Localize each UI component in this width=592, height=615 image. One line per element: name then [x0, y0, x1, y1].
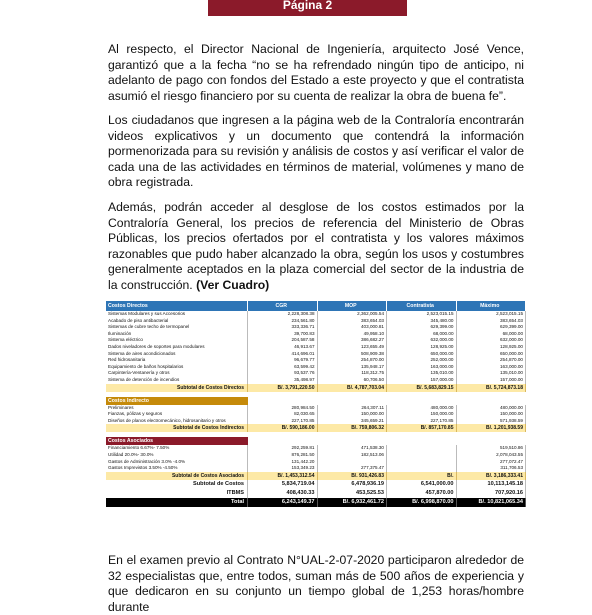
- row-value: 6,243,149.37: [248, 498, 318, 507]
- table-row: [106, 411, 526, 418]
- row-value: 10,113,145.18: [457, 480, 527, 489]
- row-value: 383,654.03: [318, 318, 388, 325]
- row-value: 157,000.00: [387, 377, 457, 384]
- table-row: [106, 459, 526, 466]
- row-value: 264,307.11: [318, 405, 388, 412]
- row-description: Subtotal de Costos: [106, 480, 248, 489]
- row-description: Sistemas Modulares y sus Accesorios: [106, 311, 248, 318]
- row-value: 204,587.58: [248, 337, 318, 344]
- row-value: 629,399.00: [387, 324, 457, 331]
- row-value: 128,925.00: [387, 344, 457, 351]
- row-value: 39,700.83: [248, 331, 318, 338]
- row-description: Total: [106, 498, 248, 507]
- table-header: [106, 301, 526, 311]
- row-value: 403,000.81: [318, 324, 388, 331]
- direct-subtotal-mop: B/. 4,787,703.04: [318, 384, 388, 392]
- indirect-subtotal-label: Subtotal de Costos Indirectos: [106, 424, 248, 432]
- paragraph-cost-breakdown-text: Además, podrán acceder al desglose de los costos estimados por la Contraloría General, los precios de referencia del Ministerio de Obras Públicas, los precios ofertados por el contratista y los valores máximos razonables que pudo haber alcanzado la obra, según los usos y costumbres generalmente aceptados en la plaza comercial del sector de la industria de la construcción.: [108, 200, 524, 292]
- row-value: 93,537.76: [248, 370, 318, 377]
- row-value: 2,362,005.54: [318, 311, 388, 318]
- totals-body: [106, 480, 526, 507]
- header-mop: MOP: [318, 301, 388, 311]
- row-value: 2,078,043.55: [457, 452, 527, 459]
- associated-costs-body: [106, 445, 526, 471]
- direct-subtotal-maximum: B/. 5,724,873.18: [457, 384, 527, 392]
- row-value: [387, 465, 457, 472]
- row-value: 876,281.50: [248, 452, 318, 459]
- row-value: B/. 6,998,870.00: [387, 498, 457, 507]
- row-value: 345,659.21: [318, 418, 388, 425]
- row-value: 471,538.30: [318, 445, 388, 452]
- header-maximum: Máximo: [457, 301, 527, 311]
- row-value: 128,925.00: [457, 344, 527, 351]
- row-value: 453,525.53: [318, 489, 388, 498]
- table-row: [106, 357, 526, 364]
- indirect-section-header: [106, 397, 526, 405]
- row-description: Iluminación: [106, 331, 248, 338]
- row-value: 82,030.65: [248, 411, 318, 418]
- row-value: [387, 452, 457, 459]
- row-value: B/. 10,821,065.34: [457, 498, 527, 507]
- table-row: [106, 377, 526, 384]
- row-value: 571,938.59: [457, 418, 527, 425]
- row-value: 254,870.00: [457, 357, 527, 364]
- row-value: 6,478,936.19: [318, 480, 388, 489]
- row-value: 252,000.00: [387, 357, 457, 364]
- table-row: [106, 370, 526, 377]
- indirect-costs-body: [106, 405, 526, 425]
- associated-section-title: Costos Asociados: [106, 437, 248, 445]
- row-value: 150,000.00: [387, 411, 457, 418]
- row-value: 227,170.85: [387, 418, 457, 425]
- row-value: 234,561.80: [248, 318, 318, 325]
- see-table-note: (Ver Cuadro): [196, 277, 270, 292]
- totals-row: [106, 498, 526, 507]
- totals-row: [106, 480, 526, 489]
- row-value: 227,170.85: [248, 418, 318, 425]
- row-value: 311,706.53: [457, 465, 527, 472]
- table-row: [106, 311, 526, 318]
- table-row: [106, 318, 526, 325]
- row-value: 68,000.00: [387, 331, 457, 338]
- row-description: Fianzas, pólizas y seguros: [106, 411, 248, 418]
- row-value: 2,228,308.38: [248, 311, 318, 318]
- row-value: 2,523,015.15: [457, 311, 527, 318]
- row-description: Sistema de detención de incendios: [106, 377, 248, 384]
- row-description: Equipamiento de baños hospitalarios: [106, 364, 248, 371]
- associated-subtotal-mop: B/. 931,426.83: [318, 472, 388, 480]
- paragraph-cost-breakdown: [108, 200, 524, 294]
- totals-row: [106, 489, 526, 498]
- row-value: 157,000.00: [457, 377, 527, 384]
- table-row: [106, 465, 526, 472]
- associated-subtotal-label: Subtotal de Costos Asociados: [106, 472, 248, 480]
- row-value: 277,375.47: [318, 465, 388, 472]
- row-description: Sistemas de cubre techo de termopanel: [106, 324, 248, 331]
- row-value: 650,000.00: [457, 351, 527, 358]
- row-value: 182,513.06: [318, 452, 388, 459]
- table-row: [106, 337, 526, 344]
- row-value: 150,000.00: [457, 411, 527, 418]
- row-description: Preliminares: [106, 405, 248, 412]
- associated-subtotal-row: [106, 472, 526, 480]
- table-row: [106, 418, 526, 425]
- table-row: [106, 452, 526, 459]
- paragraph-preliminary-exam: En el examen previo al Contrato N°UAL-2-07-2020 participaron alrededor de 32 especialistas que, entre todos, suman más de 500 años de experiencia y que dedicaron en su conjunto un tiempo global de 1,253 horas/hombre durante: [108, 553, 524, 614]
- indirect-subtotal-maximum: B/. 1,201,938.59: [457, 424, 527, 432]
- row-value: 118,312.75: [318, 370, 388, 377]
- row-value: 408,430.33: [248, 489, 318, 498]
- row-value: [387, 445, 457, 452]
- row-value: 519,510.86: [457, 445, 527, 452]
- row-value: 135,010.00: [457, 370, 527, 377]
- row-description: Utilidad 20.0%- 30.0%: [106, 452, 248, 459]
- row-value: 63,599.42: [248, 364, 318, 371]
- row-value: [387, 459, 457, 466]
- table-row: [106, 331, 526, 338]
- direct-subtotal-cgr: B/. 3,791,220.50: [248, 384, 318, 392]
- row-value: 650,000.00: [387, 351, 457, 358]
- header-direct-costs: Costos Directos: [106, 301, 248, 311]
- row-value: 60,706.50: [318, 377, 388, 384]
- row-value: 333,336.71: [248, 324, 318, 331]
- row-description: Carpintería-Ventanería y otros: [106, 370, 248, 377]
- row-value: B/. 6,932,461.72: [318, 498, 388, 507]
- direct-subtotal-contractor: B/. 5,683,829.15: [387, 384, 457, 392]
- row-value: 707,920.16: [457, 489, 527, 498]
- indirect-subtotal-contractor: B/. 857,170.85: [387, 424, 457, 432]
- row-description: ITBMS: [106, 489, 248, 498]
- row-value: 386,682.27: [318, 337, 388, 344]
- direct-subtotal-label: Subtotal de Costos Directos: [106, 384, 248, 392]
- row-value: 163,000.00: [457, 364, 527, 371]
- row-value: 2,523,015.15: [387, 311, 457, 318]
- row-value: [318, 459, 388, 466]
- row-value: 68,000.00: [457, 331, 527, 338]
- paragraph-web-videos: Los ciudadanos que ingresen a la página web de la Contraloría encontrarán videos explicativos y un documento que contendrá la información pormenorizada para su revisión y análisis de costos y así verificar el valor de cada una de las actividades en términos de material, volúmenes y mano de obra registrada.: [108, 113, 524, 190]
- row-description: Red hidrosanitaria: [106, 357, 248, 364]
- row-value: 414,696.01: [248, 351, 318, 358]
- table-row: [106, 344, 526, 351]
- row-value: 280,984.50: [248, 405, 318, 412]
- row-description: Gastos Imprevistos 3.50% -4.50%: [106, 465, 248, 472]
- row-value: 629,399.00: [457, 324, 527, 331]
- row-value: 383,654.03: [457, 318, 527, 325]
- row-value: 123,655.49: [318, 344, 388, 351]
- header-cgr: CGR: [248, 301, 318, 311]
- row-value: 457,870.00: [387, 489, 457, 498]
- row-value: 6,541,000.00: [387, 480, 457, 489]
- header-contractor: Contratista: [387, 301, 457, 311]
- row-value: 46,913.67: [248, 344, 318, 351]
- table-row: [106, 445, 526, 452]
- indirect-section-title: Costos Indirecto: [106, 397, 248, 405]
- row-value: 49,958.10: [318, 331, 388, 338]
- paragraph-director-statement: Al respecto, el Director Nacional de Ingeniería, arquitecto José Vence, garantizó que a la fecha “no se ha refrendado ningún tipo de anticipo, ni adelanto de pago con fondos del Estado a este proyecto y que el contratista asumió el riesgo financiero por su cuenta de realizar la obra de buena fe”.: [108, 42, 524, 103]
- row-description: Dados niveladores de soportes para modulares: [106, 344, 248, 351]
- table-row: [106, 324, 526, 331]
- row-value: 508,909.38: [318, 351, 388, 358]
- indirect-subtotal-row: [106, 424, 526, 432]
- row-value: 35,498.97: [248, 377, 318, 384]
- indirect-subtotal-mop: B/. 759,806.32: [318, 424, 388, 432]
- cost-comparison-table: [106, 301, 526, 507]
- row-description: Gastos de Administración 3.0% -4.0%: [106, 459, 248, 466]
- row-value: 480,000.00: [387, 405, 457, 412]
- row-value: 277,072.47: [457, 459, 527, 466]
- row-description: Financiamiento 6.67%- 7.50%: [106, 445, 248, 452]
- row-value: 480,000.00: [457, 405, 527, 412]
- row-value: 254,870.00: [318, 357, 388, 364]
- direct-costs-body: [106, 311, 526, 384]
- table-row: [106, 364, 526, 371]
- row-value: 5,834,719.04: [248, 480, 318, 489]
- row-value: 150,000.00: [318, 411, 388, 418]
- row-value: 345,480.00: [387, 318, 457, 325]
- indirect-subtotal-cgr: B/. 590,186.00: [248, 424, 318, 432]
- page-label: Página 2: [208, 0, 407, 16]
- row-value: 292,259.81: [248, 445, 318, 452]
- row-value: 135,948.17: [318, 364, 388, 371]
- direct-subtotal-row: [106, 384, 526, 392]
- row-description: Diseños de planos electromecánico, hidrosanitario y otros: [106, 418, 248, 425]
- row-value: 131,442.20: [248, 459, 318, 466]
- associated-section-header: [106, 437, 526, 445]
- row-description: Sistema de aires acondicionados: [106, 351, 248, 358]
- row-value: 135,010.00: [387, 370, 457, 377]
- associated-subtotal-contractor: B/.: [387, 472, 457, 480]
- row-value: 632,000.00: [387, 337, 457, 344]
- associated-subtotal-cgr: B/. 1,453,312.54: [248, 472, 318, 480]
- row-value: 96,679.77: [248, 357, 318, 364]
- row-value: 153,349.23: [248, 465, 318, 472]
- table-row: [106, 405, 526, 412]
- row-value: 632,000.00: [457, 337, 527, 344]
- row-value: 163,000.00: [387, 364, 457, 371]
- row-description: Acabado de piso antibacterial: [106, 318, 248, 325]
- associated-subtotal-maximum: B/. 3,186,333.41: [457, 472, 527, 480]
- row-description: Sistema eléctrico: [106, 337, 248, 344]
- table-row: [106, 351, 526, 358]
